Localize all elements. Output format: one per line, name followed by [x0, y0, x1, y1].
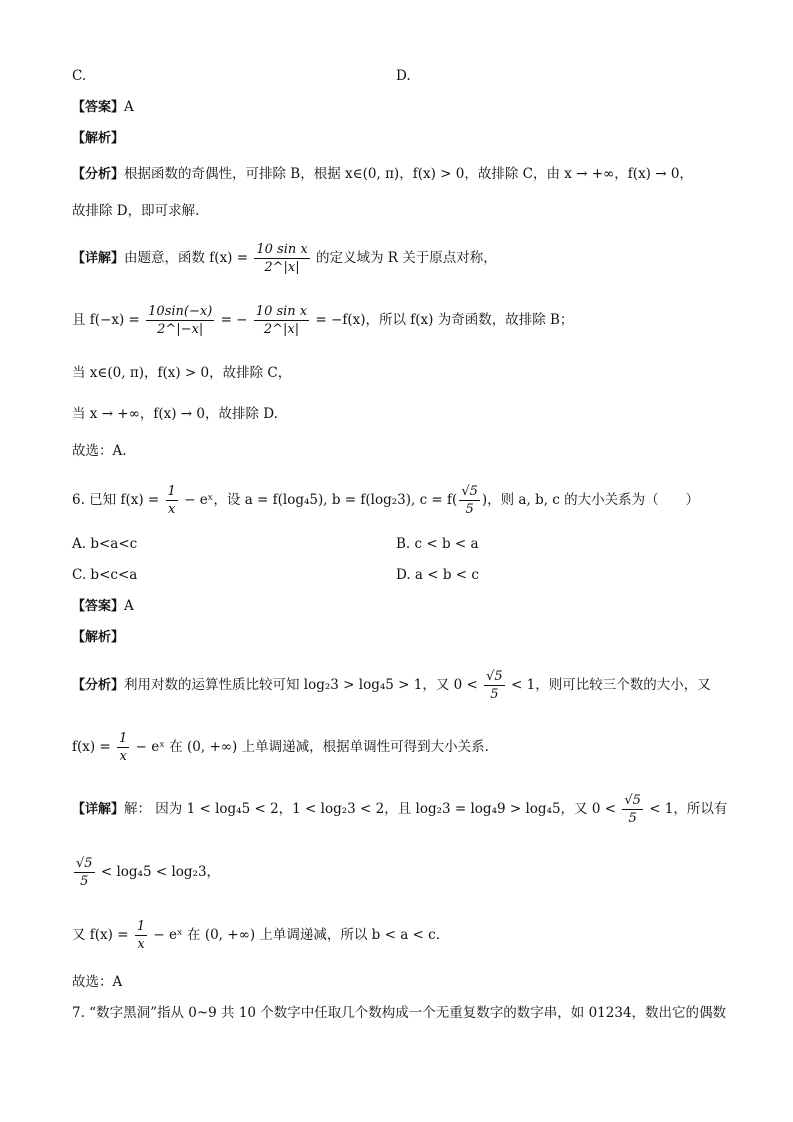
fraction-numerator: √5: [461, 484, 478, 499]
fraction: [622, 792, 643, 827]
fraction-numerator: 1: [119, 731, 128, 746]
fraction: [146, 303, 214, 338]
fraction-denominator: 5: [80, 874, 89, 889]
fraction-denominator: 2^|−x|: [157, 322, 204, 337]
detail3-post: − eˣ 在 (0, +∞) 上单调递减，所以 b < a < c.: [153, 927, 440, 943]
fraction-denominator: x: [119, 749, 127, 764]
detail-pre: 且 f(−x) =: [72, 312, 140, 328]
q6-answer: [72, 596, 134, 617]
detail2-post: < log₄5 < log₂3，: [100, 864, 221, 880]
fraction-numerator: √5: [486, 669, 503, 684]
q7-stem: 7. “数字黑洞”指从 0~9 共 10 个数字中任取几个数构成一个无重复数字的数字串，如 01234，数出它的偶数: [72, 1005, 727, 1021]
q5-choose: 故选：A.: [72, 443, 127, 459]
q6-option-a: A. b<a<c: [72, 536, 138, 552]
detail3-pre: 又 f(x) =: [72, 927, 129, 943]
stem-post: )，则 a, b, c 的大小关系为（ ）: [481, 492, 700, 508]
fenxi-text: 根据函数的奇偶性，可排除 B，根据 x∈(0, π)，f(x) > 0，故排除 C，由 x → +∞，f(x) → 0，: [124, 166, 693, 182]
fraction-denominator: 5: [628, 811, 637, 826]
q6-fenxi-line1: [72, 666, 711, 705]
q6-stem: [72, 481, 699, 519]
q5-fenxi-line1: [72, 164, 693, 185]
fraction: [254, 241, 309, 276]
stem-pre: 6. 已知 f(x) =: [72, 492, 160, 508]
q5-detail-line3: 当 x∈(0, π)，f(x) > 0，故排除 C，: [72, 365, 292, 381]
fraction-denominator: 5: [465, 502, 474, 517]
stem-mid: − eˣ，设 a = f(log₄5), b = f(log₂3), c = f(: [184, 492, 458, 508]
q5-detail-line4: 当 x → +∞，f(x) → 0，故排除 D.: [72, 406, 278, 422]
answer-value: A: [124, 99, 134, 115]
answer-tag: 【答案】: [72, 599, 125, 614]
fraction-denominator: 2^|x|: [263, 322, 300, 337]
fenxi-post: < 1，则可比较三个数的大小，又: [511, 677, 711, 693]
fenxi-tag: 【分析】: [72, 678, 125, 693]
fraction: [254, 303, 309, 338]
detail-pre: 解： 因为 1 < log₄5 < 2，1 < log₂3 < 2，且 log₂3 = log₄9 > log₄5，又 0 <: [124, 801, 617, 817]
fraction-denominator: 5: [490, 687, 499, 702]
q6-option-c: C. b<c<a: [72, 567, 138, 583]
option-d-label: D.: [396, 68, 411, 84]
detail-post: < 1，所以有: [649, 801, 728, 817]
fraction: [484, 668, 505, 703]
fraction-numerator: 1: [136, 919, 146, 934]
fraction-numerator: 10 sin x: [256, 242, 308, 257]
q5-analysis-tag: 【解析】: [72, 131, 125, 146]
answer-tag: 【答案】: [72, 100, 125, 115]
q6-choose: 故选：A: [72, 974, 123, 990]
detail-tag: 【详解】: [72, 802, 125, 817]
fraction-numerator: 1: [167, 484, 176, 499]
q6-option-d: D. a < b < c: [396, 567, 479, 583]
fenxi-tag: 【分析】: [72, 167, 125, 182]
fraction-denominator: x: [137, 937, 145, 952]
fraction-numerator: √5: [624, 793, 641, 808]
fraction: [459, 483, 480, 518]
q5-answer: [72, 97, 134, 118]
fraction-numerator: 10 sin x: [255, 304, 308, 319]
q5-detail-line2: [72, 302, 573, 338]
fraction: [135, 918, 147, 953]
detail-tag: 【详解】: [72, 251, 125, 266]
fraction-numerator: √5: [76, 856, 93, 871]
detail-mid: = −: [220, 312, 248, 328]
fraction: [74, 855, 95, 890]
q6-fenxi-line2: [72, 728, 489, 766]
q6-option-b: B. c < b < a: [396, 536, 479, 552]
line2-post: − eˣ 在 (0, +∞) 上单调递减，根据单调性可得到大小关系.: [135, 739, 489, 755]
detail-post: = −f(x)，所以 f(x) 为奇函数，故排除 B；: [315, 312, 574, 328]
option-c-label: C.: [72, 68, 87, 84]
fraction-denominator: x: [167, 502, 176, 517]
q5-fenxi-line2: 故排除 D，即可求解.: [72, 203, 200, 219]
line2-pre: f(x) =: [72, 739, 111, 755]
detail-post: 的定义域为 R 关于原点对称，: [316, 250, 497, 266]
q6-detail-line1: [72, 790, 727, 829]
fraction: [117, 730, 129, 765]
fraction: [166, 483, 178, 518]
q6-analysis-tag: 【解析】: [72, 630, 125, 645]
q6-detail-line2: [72, 853, 220, 891]
fraction-denominator: 2^|x|: [264, 260, 300, 275]
answer-value: A: [124, 598, 134, 614]
q5-detail-line1: [72, 240, 497, 277]
fraction-numerator: 10sin(−x): [148, 304, 213, 319]
detail-pre: 由题意，函数 f(x) =: [124, 250, 249, 266]
fenxi-pre: 利用对数的运算性质比较可知 log₂3 > log₄5 > 1，又 0 <: [124, 677, 478, 693]
q6-detail-line3: [72, 916, 440, 954]
